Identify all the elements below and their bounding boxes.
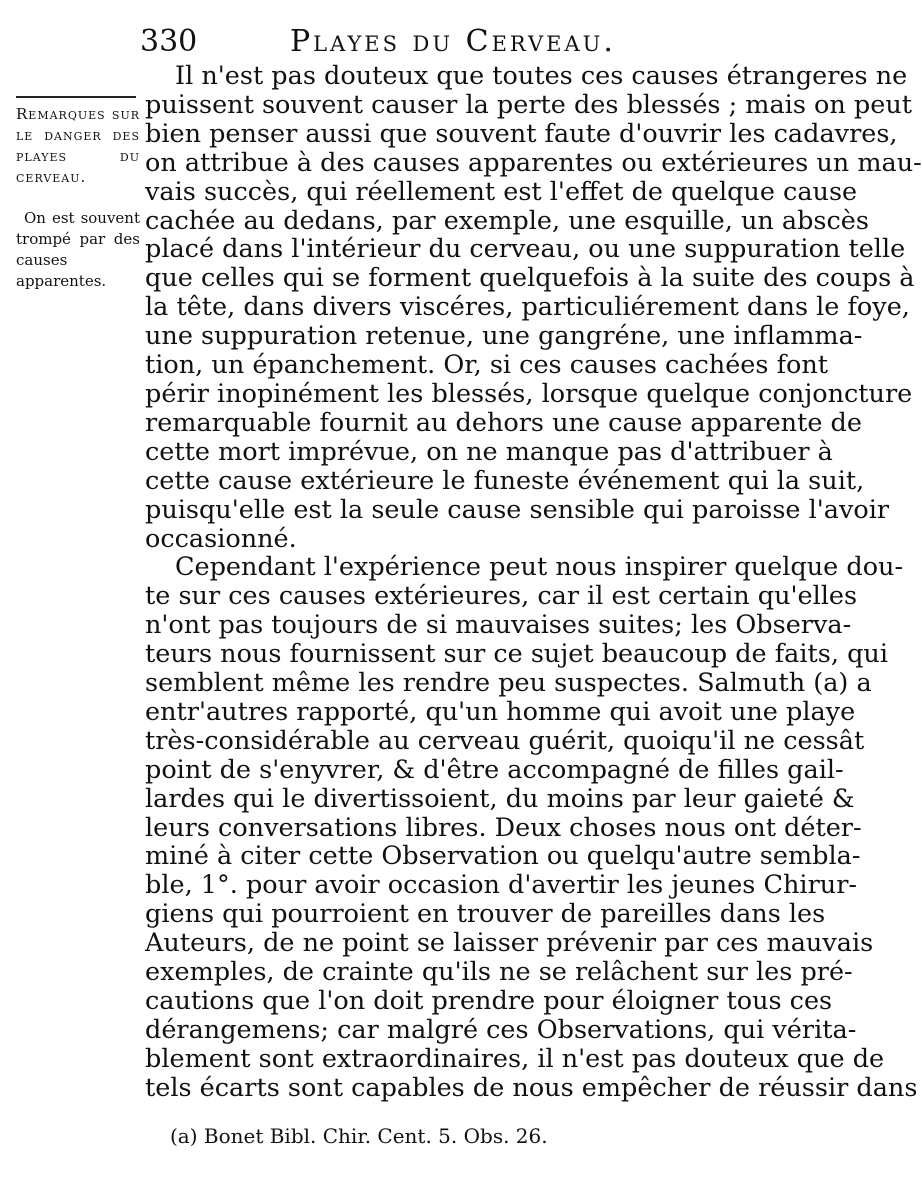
text-line: ble, 1°. pour avoir occasion d'avertir les jeunes Chirur- xyxy=(145,870,858,901)
text-line: point de s'enyvrer, & d'être accompagné de filles gail- xyxy=(145,754,844,785)
text-line: blement sont extraordinaires, il n'est pas douteux que de xyxy=(145,1043,885,1074)
text-line: exemples, de crainte qu'ils ne se relâchent sur les pré- xyxy=(145,957,853,988)
text-line: très-considérable au cerveau guérit, quoiqu'il ne cessât xyxy=(145,725,865,756)
text-line: on attribue à des causes apparentes ou extérieures un mau- xyxy=(145,147,922,178)
text-line: giens qui pourroient en trouver de pareilles dans les xyxy=(145,899,826,930)
page-number: 330 xyxy=(140,24,198,59)
main-text xyxy=(145,61,922,1103)
paragraph-1 xyxy=(145,61,922,554)
text-line: la tête, dans divers viscéres, particuliérement dans le foye, xyxy=(145,292,910,323)
text-line: placé dans l'intérieur du cerveau, ou une suppuration telle xyxy=(145,234,906,265)
text-line: n'ont pas toujours de si mauvaises suites; les Observa- xyxy=(145,610,852,641)
text-line: bien penser aussi que souvent faute d'ouvrir les cadavres, xyxy=(145,118,898,149)
sidenote-heading: Remarques sur le danger des playes du cerveau. xyxy=(16,105,140,186)
running-title: Playes du Cerveau. xyxy=(290,24,616,59)
text-line: Auteurs, de ne point se laisser prévenir par ces mauvais xyxy=(145,928,874,959)
text-line: cette mort imprévue, on ne manque pas d'attribuer à xyxy=(145,436,833,467)
text-line: tels écarts sont capables de nous empêcher de réussir dans xyxy=(145,1072,918,1103)
sidenote-note: On est souvent trompé par des causes apparentes. xyxy=(16,209,140,290)
text-line: entr'autres rapporté, qu'un homme qui avoit une playe xyxy=(145,696,856,727)
text-line: semblent même les rendre peu suspectes. Salmuth (a) a xyxy=(145,668,872,699)
text-line: vais succès, qui réellement est l'effet de quelque cause xyxy=(145,176,858,207)
text-line: périr inopinément les blessés, lorsque quelque conjoncture xyxy=(145,378,913,409)
text-line: cette cause extérieure le funeste événement qui la suit, xyxy=(145,465,865,496)
text-line: une suppuration retenue, une gangréne, une inflamma- xyxy=(145,321,863,352)
text-line: miné à citer cette Observation ou quelqu'autre sembla- xyxy=(145,841,861,872)
text-line: te sur ces causes extérieures, car il est certain qu'elles xyxy=(145,581,858,612)
text-line: occasionné. xyxy=(145,523,297,554)
text-line: puisqu'elle est la seule cause sensible qui paroisse l'avoir xyxy=(145,494,890,525)
text-line: dérangemens; car malgré ces Observations, qui vérita- xyxy=(145,1014,857,1045)
text-line: lardes qui le divertissoient, du moins par leur gaieté & xyxy=(145,783,855,814)
text-line: teurs nous fournissent sur ce sujet beaucoup de faits, qui xyxy=(145,639,888,670)
text-line: cachée au dedans, par exemple, une esquille, un abscès xyxy=(145,205,869,236)
text-line: que celles qui se forment quelquefois à la suite des coups à xyxy=(145,263,915,294)
page-header xyxy=(0,22,800,66)
text-line: puissent souvent causer la perte des blessés ; mais on peut xyxy=(145,89,912,120)
text-line: tion, un épanchement. Or, si ces causes cachées font xyxy=(145,350,829,381)
text-line: Cependant l'expérience peut nous inspirer quelque dou- xyxy=(175,552,904,583)
text-line: Il n'est pas douteux que toutes ces causes étrangeres ne xyxy=(175,61,908,91)
footnote: (a) Bonet Bibl. Chir. Cent. 5. Obs. 26. xyxy=(170,1124,548,1148)
text-line: cautions que l'on doit prendre pour éloigner tous ces xyxy=(145,986,833,1016)
text-line: remarquable fournit au dehors une cause apparente de xyxy=(145,407,862,438)
sidenote-rule xyxy=(16,96,136,98)
paragraph-2 xyxy=(145,552,918,1103)
text-line: leurs conversations libres. Deux choses nous ont déter- xyxy=(145,812,862,843)
